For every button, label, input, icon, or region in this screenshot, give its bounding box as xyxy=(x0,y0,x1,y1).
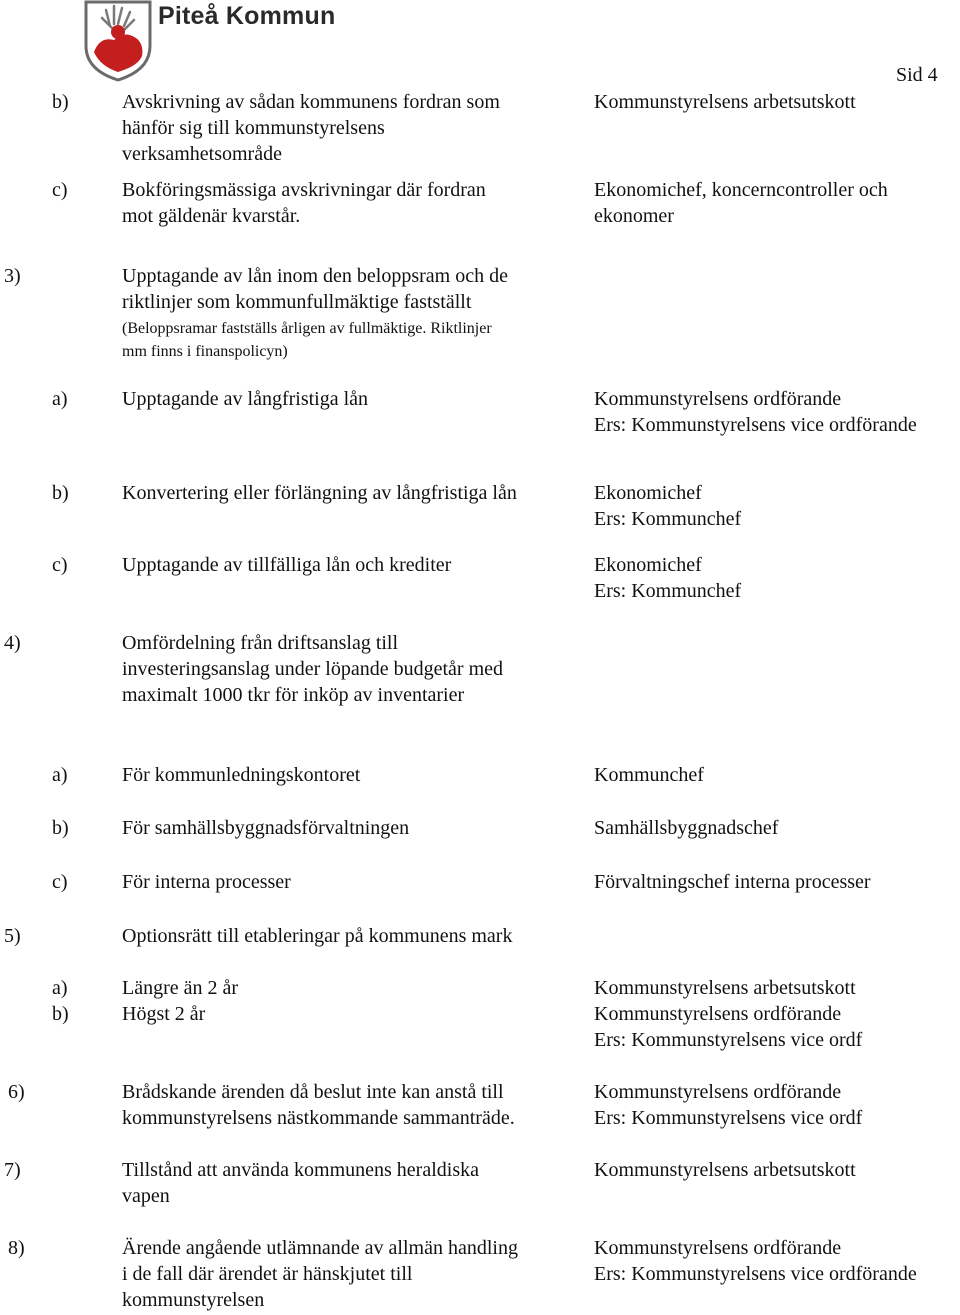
page-number: Sid 4 xyxy=(896,64,938,86)
row-delegate: Ers: Kommunchef xyxy=(594,580,742,602)
row-label: a) xyxy=(52,977,68,999)
row-text: För interna processer xyxy=(122,871,291,893)
row-label: b) xyxy=(52,1003,69,1025)
row-text: investeringsanslag under löpande budgetår med xyxy=(122,658,503,680)
row-text: Upptagande av långfristiga lån xyxy=(122,388,369,410)
row-text: Upptagande av lån inom den beloppsram och de xyxy=(122,265,508,287)
row-label: 7) xyxy=(4,1159,21,1181)
row-delegate: Kommunchef xyxy=(594,764,704,786)
row-text: Högst 2 år xyxy=(122,1003,206,1025)
row-delegate: Kommunstyrelsens arbetsutskott xyxy=(594,91,856,113)
coat-of-arms-logo xyxy=(84,0,152,87)
row-label: 6) xyxy=(8,1081,25,1103)
row-text: Ärende angående utlämnande av allmän handling xyxy=(122,1237,518,1259)
row-delegate: Kommunstyrelsens arbetsutskott xyxy=(594,1159,856,1181)
row-delegate: Samhällsbyggnadschef xyxy=(594,817,779,839)
row-label: b) xyxy=(52,482,69,504)
row-delegate: Ekonomichef, koncerncontroller och xyxy=(594,179,888,201)
row-label: b) xyxy=(52,91,69,113)
row-label: 4) xyxy=(4,632,21,654)
row-text: mot gäldenär kvarstår. xyxy=(122,205,301,227)
row-label: c) xyxy=(52,871,68,893)
row-text: Konvertering eller förlängning av långfristiga lån xyxy=(122,482,517,504)
row-text: Avskrivning av sådan kommunens fordran som xyxy=(122,91,500,113)
row-text: Brådskande ärenden då beslut inte kan anstå till xyxy=(122,1081,504,1103)
row-text: För samhällsbyggnadsförvaltningen xyxy=(122,817,410,839)
row-label: a) xyxy=(52,388,68,410)
row-delegate: Kommunstyrelsens ordförande xyxy=(594,1081,842,1103)
row-text: hänför sig till kommunstyrelsens xyxy=(122,117,385,139)
row-text: i de fall där ärendet är hänskjutet till xyxy=(122,1263,413,1285)
row-text: verksamhetsområde xyxy=(122,143,282,165)
row-note: mm finns i finanspolicyn) xyxy=(122,343,288,360)
row-delegate: Ers: Kommunstyrelsens vice ordf xyxy=(594,1029,863,1051)
row-delegate: Ekonomichef xyxy=(594,482,702,504)
row-delegate: Kommunstyrelsens ordförande xyxy=(594,1237,842,1259)
row-text: maximalt 1000 tkr för inköp av inventarier xyxy=(122,684,465,706)
row-label: a) xyxy=(52,764,68,786)
row-label: 8) xyxy=(8,1237,25,1259)
row-delegate: Kommunstyrelsens arbetsutskott xyxy=(594,977,856,999)
row-delegate: Ers: Kommunchef xyxy=(594,508,742,530)
row-delegate: Ers: Kommunstyrelsens vice ordförande xyxy=(594,1263,917,1285)
row-delegate: Kommunstyrelsens ordförande xyxy=(594,1003,842,1025)
row-text: Tillstånd att använda kommunens heraldiska xyxy=(122,1159,479,1181)
row-text: För kommunledningskontoret xyxy=(122,764,361,786)
row-label: b) xyxy=(52,817,69,839)
row-text: Optionsrätt till etableringar på kommunens mark xyxy=(122,925,513,947)
row-text: riktlinjer som kommunfullmäktige fastställt xyxy=(122,291,472,313)
row-text: kommunstyrelsens nästkommande sammanträde. xyxy=(122,1107,515,1129)
row-label: 3) xyxy=(4,265,21,287)
logo-text: Piteå Kommun xyxy=(158,2,336,30)
row-text: Upptagande av tillfälliga lån och krediter xyxy=(122,554,452,576)
row-label: c) xyxy=(52,179,68,201)
row-delegate: Ers: Kommunstyrelsens vice ordf xyxy=(594,1107,863,1129)
row-text: Bokföringsmässiga avskrivningar där fordran xyxy=(122,179,486,201)
row-delegate: Kommunstyrelsens ordförande xyxy=(594,388,842,410)
row-text: Omfördelning från driftsanslag till xyxy=(122,632,399,654)
row-delegate: Ekonomichef xyxy=(594,554,702,576)
row-note: (Beloppsramar fastställs årligen av fullmäktige. Riktlinjer xyxy=(122,320,492,337)
row-label: 5) xyxy=(4,925,21,947)
row-text: vapen xyxy=(122,1185,170,1207)
row-text: kommunstyrelsen xyxy=(122,1289,265,1311)
row-delegate: Förvaltningschef interna processer xyxy=(594,871,871,893)
row-delegate: Ers: Kommunstyrelsens vice ordförande xyxy=(594,414,917,436)
row-text: Längre än 2 år xyxy=(122,977,239,999)
row-delegate: ekonomer xyxy=(594,205,674,227)
row-label: c) xyxy=(52,554,68,576)
